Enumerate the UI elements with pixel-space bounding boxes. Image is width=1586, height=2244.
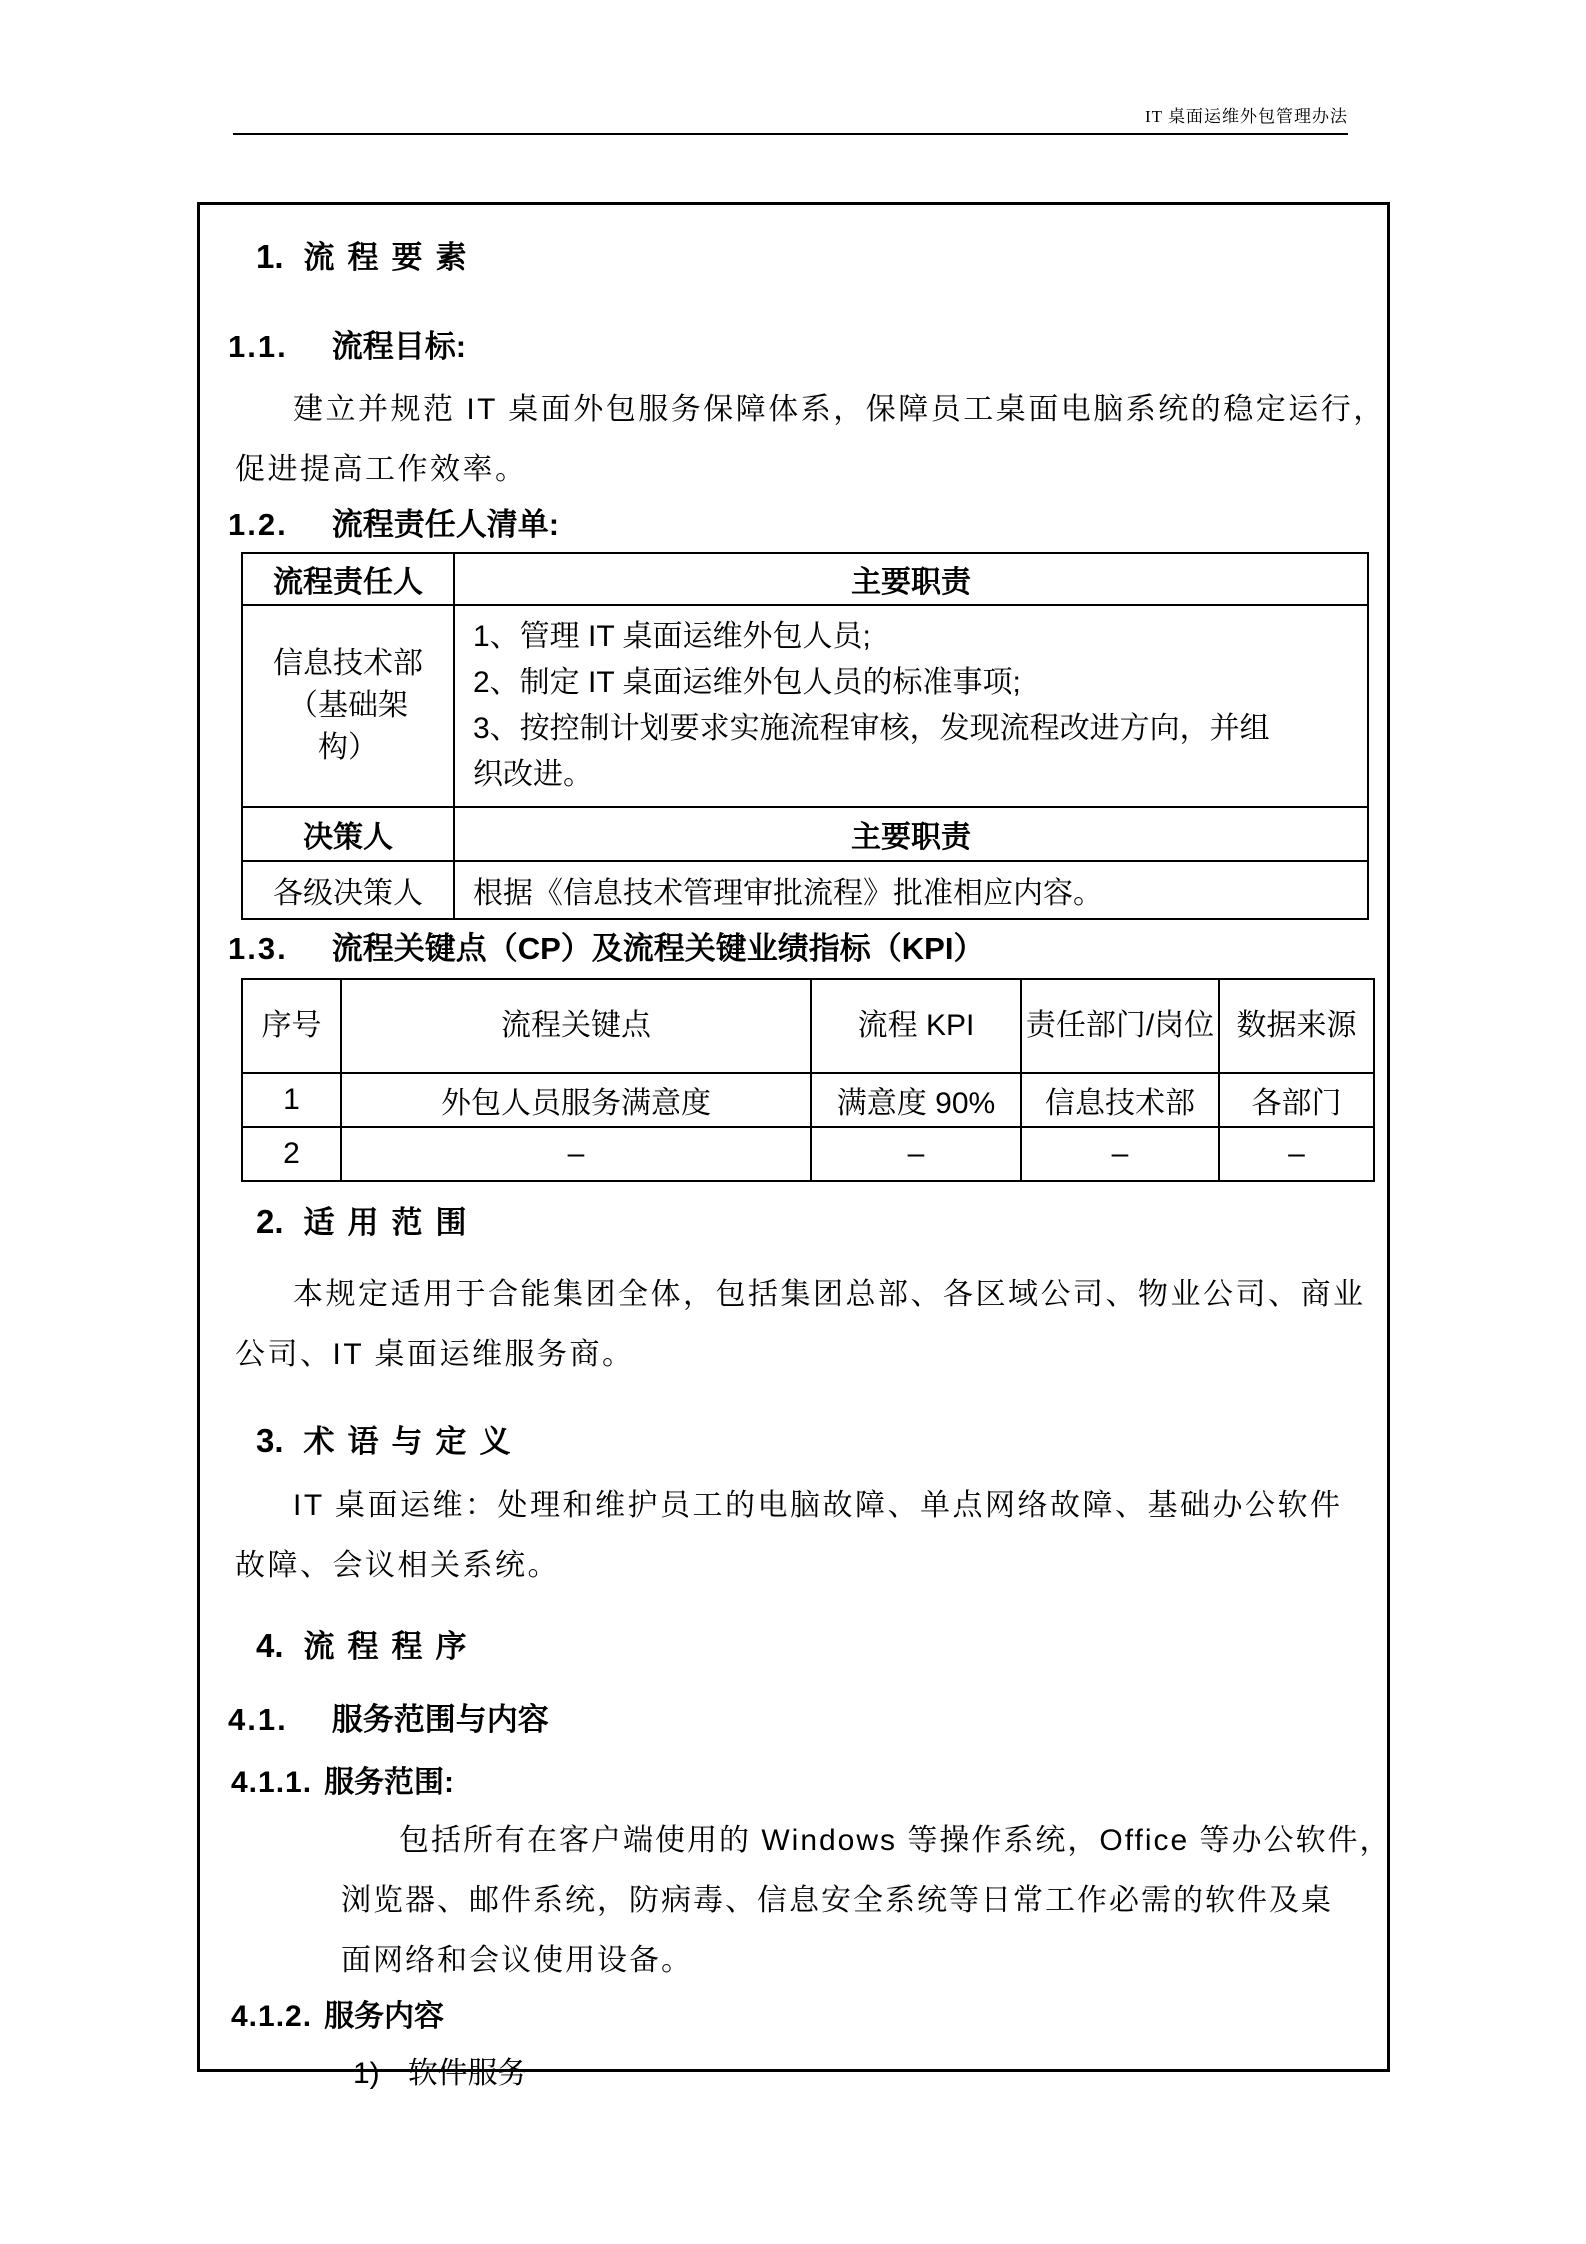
paragraph-line: IT 桌面运维：处理和维护员工的电脑故障、单点网络故障、基础办公软件 xyxy=(293,1489,1343,1522)
heading-number: 4.1. xyxy=(228,1702,288,1737)
kpi-header-cell: 序号 xyxy=(242,979,341,1073)
heading-1-2-owner-list xyxy=(228,506,1358,544)
table-row-decider xyxy=(242,861,1368,919)
heading-4-1-2-service-content xyxy=(231,1999,1358,2035)
paragraph-line: 建立并规范 IT 桌面外包服务保障体系，保障员工桌面电脑系统的稳定运行， xyxy=(293,393,1386,426)
owner-cell xyxy=(242,605,454,807)
heading-title: 流程责任人清单: xyxy=(331,507,560,542)
duty-item: 织改进。 xyxy=(473,758,593,791)
heading-1-process-elements xyxy=(256,237,1358,278)
heading-title: 适用范围 xyxy=(303,1205,480,1240)
kpi-cell: 2 xyxy=(242,1127,341,1181)
kpi-row-2 xyxy=(242,1127,1374,1181)
kpi-table xyxy=(241,978,1375,1182)
heading-title: 流程关键点（CP）及流程关键业绩指标（KPI） xyxy=(331,931,985,966)
paragraph-line: 面网络和会议使用设备。 xyxy=(341,1944,693,1977)
heading-title: 术语与定义 xyxy=(303,1424,524,1459)
kpi-header-cell: 数据来源 xyxy=(1219,979,1374,1073)
heading-number: 3. xyxy=(256,1422,284,1459)
heading-title: 流程要素 xyxy=(303,240,480,275)
list-item-number: 1) xyxy=(353,2057,380,2090)
page-border-frame xyxy=(197,202,1392,2090)
kpi-cell: 外包人员服务满意度 xyxy=(341,1073,811,1127)
duty-header-cell: 主要职责 xyxy=(454,807,1368,861)
kpi-cell: 满意度 90% xyxy=(811,1073,1021,1127)
paragraph-line: 包括所有在客户端使用的 Windows 等操作系统，Office 等办公软件， xyxy=(399,1824,1392,1857)
heading-title: 流程目标: xyxy=(331,329,467,364)
duty-item: 1、管理 IT 桌面运维外包人员; xyxy=(473,620,871,653)
kpi-row-1 xyxy=(242,1073,1374,1127)
list-item-software-service xyxy=(353,2049,1358,2099)
heading-number: 2. xyxy=(256,1203,284,1240)
heading-number: 1.3. xyxy=(228,931,288,966)
paragraph-scope xyxy=(235,1265,1366,1385)
heading-number: 1.2. xyxy=(228,507,288,542)
duty-item: 3、按控制计划要求实施流程审核，发现流程改进方向，并组 xyxy=(473,712,1270,745)
kpi-cell: 1 xyxy=(242,1073,341,1127)
owner-cell-line: 构） xyxy=(318,731,378,764)
duty-item: 2、制定 IT 桌面运维外包人员的标准事项; xyxy=(473,666,1021,699)
table-row-decider-header xyxy=(242,807,1368,861)
paragraph-line: 促进提高工作效率。 xyxy=(235,453,528,486)
heading-title: 流程程序 xyxy=(303,1629,480,1664)
heading-title: 服务内容 xyxy=(324,2000,445,2033)
decider-cell: 各级决策人 xyxy=(242,861,454,919)
heading-title: 服务范围: xyxy=(324,1766,455,1799)
heading-1-3-cp-kpi xyxy=(228,930,1358,968)
heading-1-1-process-goal xyxy=(228,328,1358,366)
heading-title: 服务范围与内容 xyxy=(331,1702,549,1737)
heading-3-terms xyxy=(256,1421,1358,1462)
paragraph-line: 浏览器、邮件系统，防病毒、信息安全系统等日常工作必需的软件及桌 xyxy=(341,1884,1333,1917)
table-row-it-department xyxy=(242,605,1368,807)
kpi-cell: – xyxy=(811,1127,1021,1181)
decider-header-cell: 决策人 xyxy=(242,807,454,861)
table-header-row xyxy=(242,553,1368,605)
list-item-text: 软件服务 xyxy=(407,2057,528,2090)
paragraph-process-goal xyxy=(235,380,1386,500)
kpi-cell: – xyxy=(1219,1127,1374,1181)
kpi-cell: 各部门 xyxy=(1219,1073,1374,1127)
kpi-header-row xyxy=(242,979,1374,1073)
heading-2-scope xyxy=(256,1202,1358,1243)
heading-4-1-1-service-range xyxy=(231,1765,1358,1801)
kpi-header-cell: 流程 KPI xyxy=(811,979,1021,1073)
heading-number: 4. xyxy=(256,1627,284,1664)
kpi-cell: – xyxy=(1021,1127,1219,1181)
kpi-cell: 信息技术部 xyxy=(1021,1073,1219,1127)
owner-cell-line: 信息技术部 xyxy=(273,647,423,680)
duty-cell xyxy=(454,605,1368,807)
process-owner-table xyxy=(241,552,1369,920)
running-header-title: IT 桌面运维外包管理办法 xyxy=(233,102,1348,135)
duty-header-cell: 主要职责 xyxy=(454,553,1368,605)
paragraph-line: 公司、IT 桌面运维服务商。 xyxy=(235,1338,635,1371)
paragraph-line: 故障、会议相关系统。 xyxy=(235,1549,560,1582)
decider-duty-cell: 根据《信息技术管理审批流程》批准相应内容。 xyxy=(454,861,1368,919)
paragraph-service-range xyxy=(341,1811,1392,1991)
heading-number: 4.1.2. xyxy=(231,2000,313,2033)
heading-4-1-service-scope-content xyxy=(228,1701,1358,1739)
heading-4-procedure xyxy=(256,1626,1358,1667)
paragraph-line: 本规定适用于合能集团全体，包括集团总部、各区域公司、物业公司、商业 xyxy=(293,1278,1366,1311)
kpi-header-cell: 责任部门/岗位 xyxy=(1021,979,1219,1073)
kpi-cell: – xyxy=(341,1127,811,1181)
owner-cell-line: （基础架 xyxy=(288,689,408,722)
heading-number: 1.1. xyxy=(228,329,288,364)
paragraph-terms xyxy=(235,1476,1358,1596)
heading-number: 4.1.1. xyxy=(231,1766,313,1799)
heading-number: 1. xyxy=(256,238,284,275)
owner-header-cell: 流程责任人 xyxy=(242,553,454,605)
kpi-header-cell: 流程关键点 xyxy=(341,979,811,1073)
